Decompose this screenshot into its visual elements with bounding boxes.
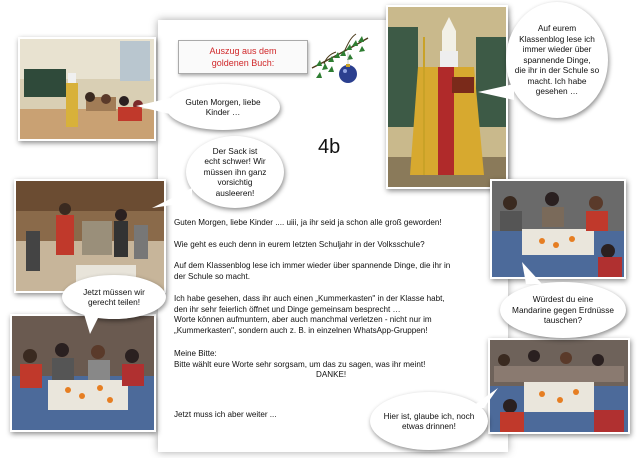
bubble-sack [186, 136, 284, 208]
text-line: der Schule so macht. [174, 271, 251, 281]
bubble-line: tauschen? [543, 315, 583, 326]
paragraph-request [174, 349, 502, 381]
text-line: Wie geht es euch denn in eurem letzten Schuljahr in der Volksschule? [174, 240, 425, 249]
bubble-morning [166, 84, 280, 130]
bubble-line: Hier ist, glaube ich, noch [383, 410, 475, 421]
bubble-line: gesehen … [535, 86, 579, 97]
bubble-line: Würdest du eine [532, 294, 594, 305]
bubble-mandarin [500, 282, 626, 338]
text-line: den ihr sehr feierlich öffnet und Dinge gemeinsam besprecht … [174, 304, 401, 314]
bubble-line: macht. Ich habe [527, 75, 587, 86]
bubble-line: gerecht teilen! [87, 297, 141, 307]
bubble-line: etwas drinnen! [402, 421, 456, 431]
tree-branch-ornament-icon [310, 24, 372, 90]
bubble-line: Klassenblog lese ich [519, 33, 595, 44]
bubble-line: Guten Morgen, liebe [185, 96, 261, 107]
paragraph-kummerkasten [174, 294, 502, 336]
bubble-line: Jetzt müssen wir [83, 286, 145, 297]
bubble-share [62, 275, 166, 319]
photo-sack-inside [488, 338, 630, 434]
bubble-line: Mandarine gegen Erdnüsse [512, 304, 614, 315]
bubble-tail [84, 314, 104, 334]
photo-mandarin [490, 179, 626, 279]
bubble-line: müssen ihn ganz [203, 166, 267, 177]
text-line: Jetzt muss ich aber weiter ... [174, 410, 277, 419]
text-line: Guten Morgen, liebe Kinder .... uiii, ja ihr seid ja schon alle groß geworden! [174, 218, 442, 227]
text-line: Meine Bitte: [174, 349, 217, 358]
bubble-tail [478, 84, 514, 100]
text-line: Auf dem Klassenblog lese ich immer wieder über spannende Dinge, die ihr in [174, 261, 451, 270]
bubble-line: die ihr in der Schule so [514, 65, 600, 76]
bubble-line: immer wieder über [522, 44, 592, 55]
bubble-line: spannende Dinge, [523, 54, 591, 65]
header-line-2: goldenen Buch: [211, 58, 275, 68]
bubble-tail [152, 188, 192, 210]
bubble-blog [506, 2, 608, 118]
bubble-line: Auf eurem [537, 23, 577, 34]
bubble-line: Der Sack ist [212, 145, 258, 156]
paragraph-blog [174, 261, 502, 282]
bubble-line: Kinder … [205, 107, 241, 117]
class-label: 4b [318, 136, 341, 158]
thanks-line: DANKE! [316, 370, 347, 379]
text-line: Ich habe gesehen, dass ihr auch einen „Kummerkasten" in der Klasse habt, [174, 294, 445, 303]
header-line-1: Auszug aus dem [209, 46, 277, 56]
photo-sharing [10, 314, 156, 432]
bubble-tail [470, 388, 498, 408]
bubble-line: echt schwer! Wir [204, 156, 266, 167]
bubble-tail [522, 262, 544, 286]
photo-sack [14, 179, 166, 293]
photo-classroom-visit [18, 37, 156, 141]
text-line: „Kummerkasten", sondern auch z. B. in einzelnen WhatsApp-Gruppen! [174, 325, 428, 335]
bubble-tail [136, 96, 170, 116]
golden-book-header [178, 40, 308, 74]
paragraph-question [174, 240, 502, 251]
text-line: Worte können aufmuntern, aber auch manchmal verletzen - nicht nur im [174, 315, 432, 324]
paragraph-greeting [174, 218, 502, 229]
text-line: Bitte wählt eure Worte sehr sorgsam, um das zu sagen, was ihr meint! [174, 359, 426, 369]
bubble-line: vorsichtig [217, 177, 253, 188]
bubble-line: ausleeren! [215, 187, 255, 198]
